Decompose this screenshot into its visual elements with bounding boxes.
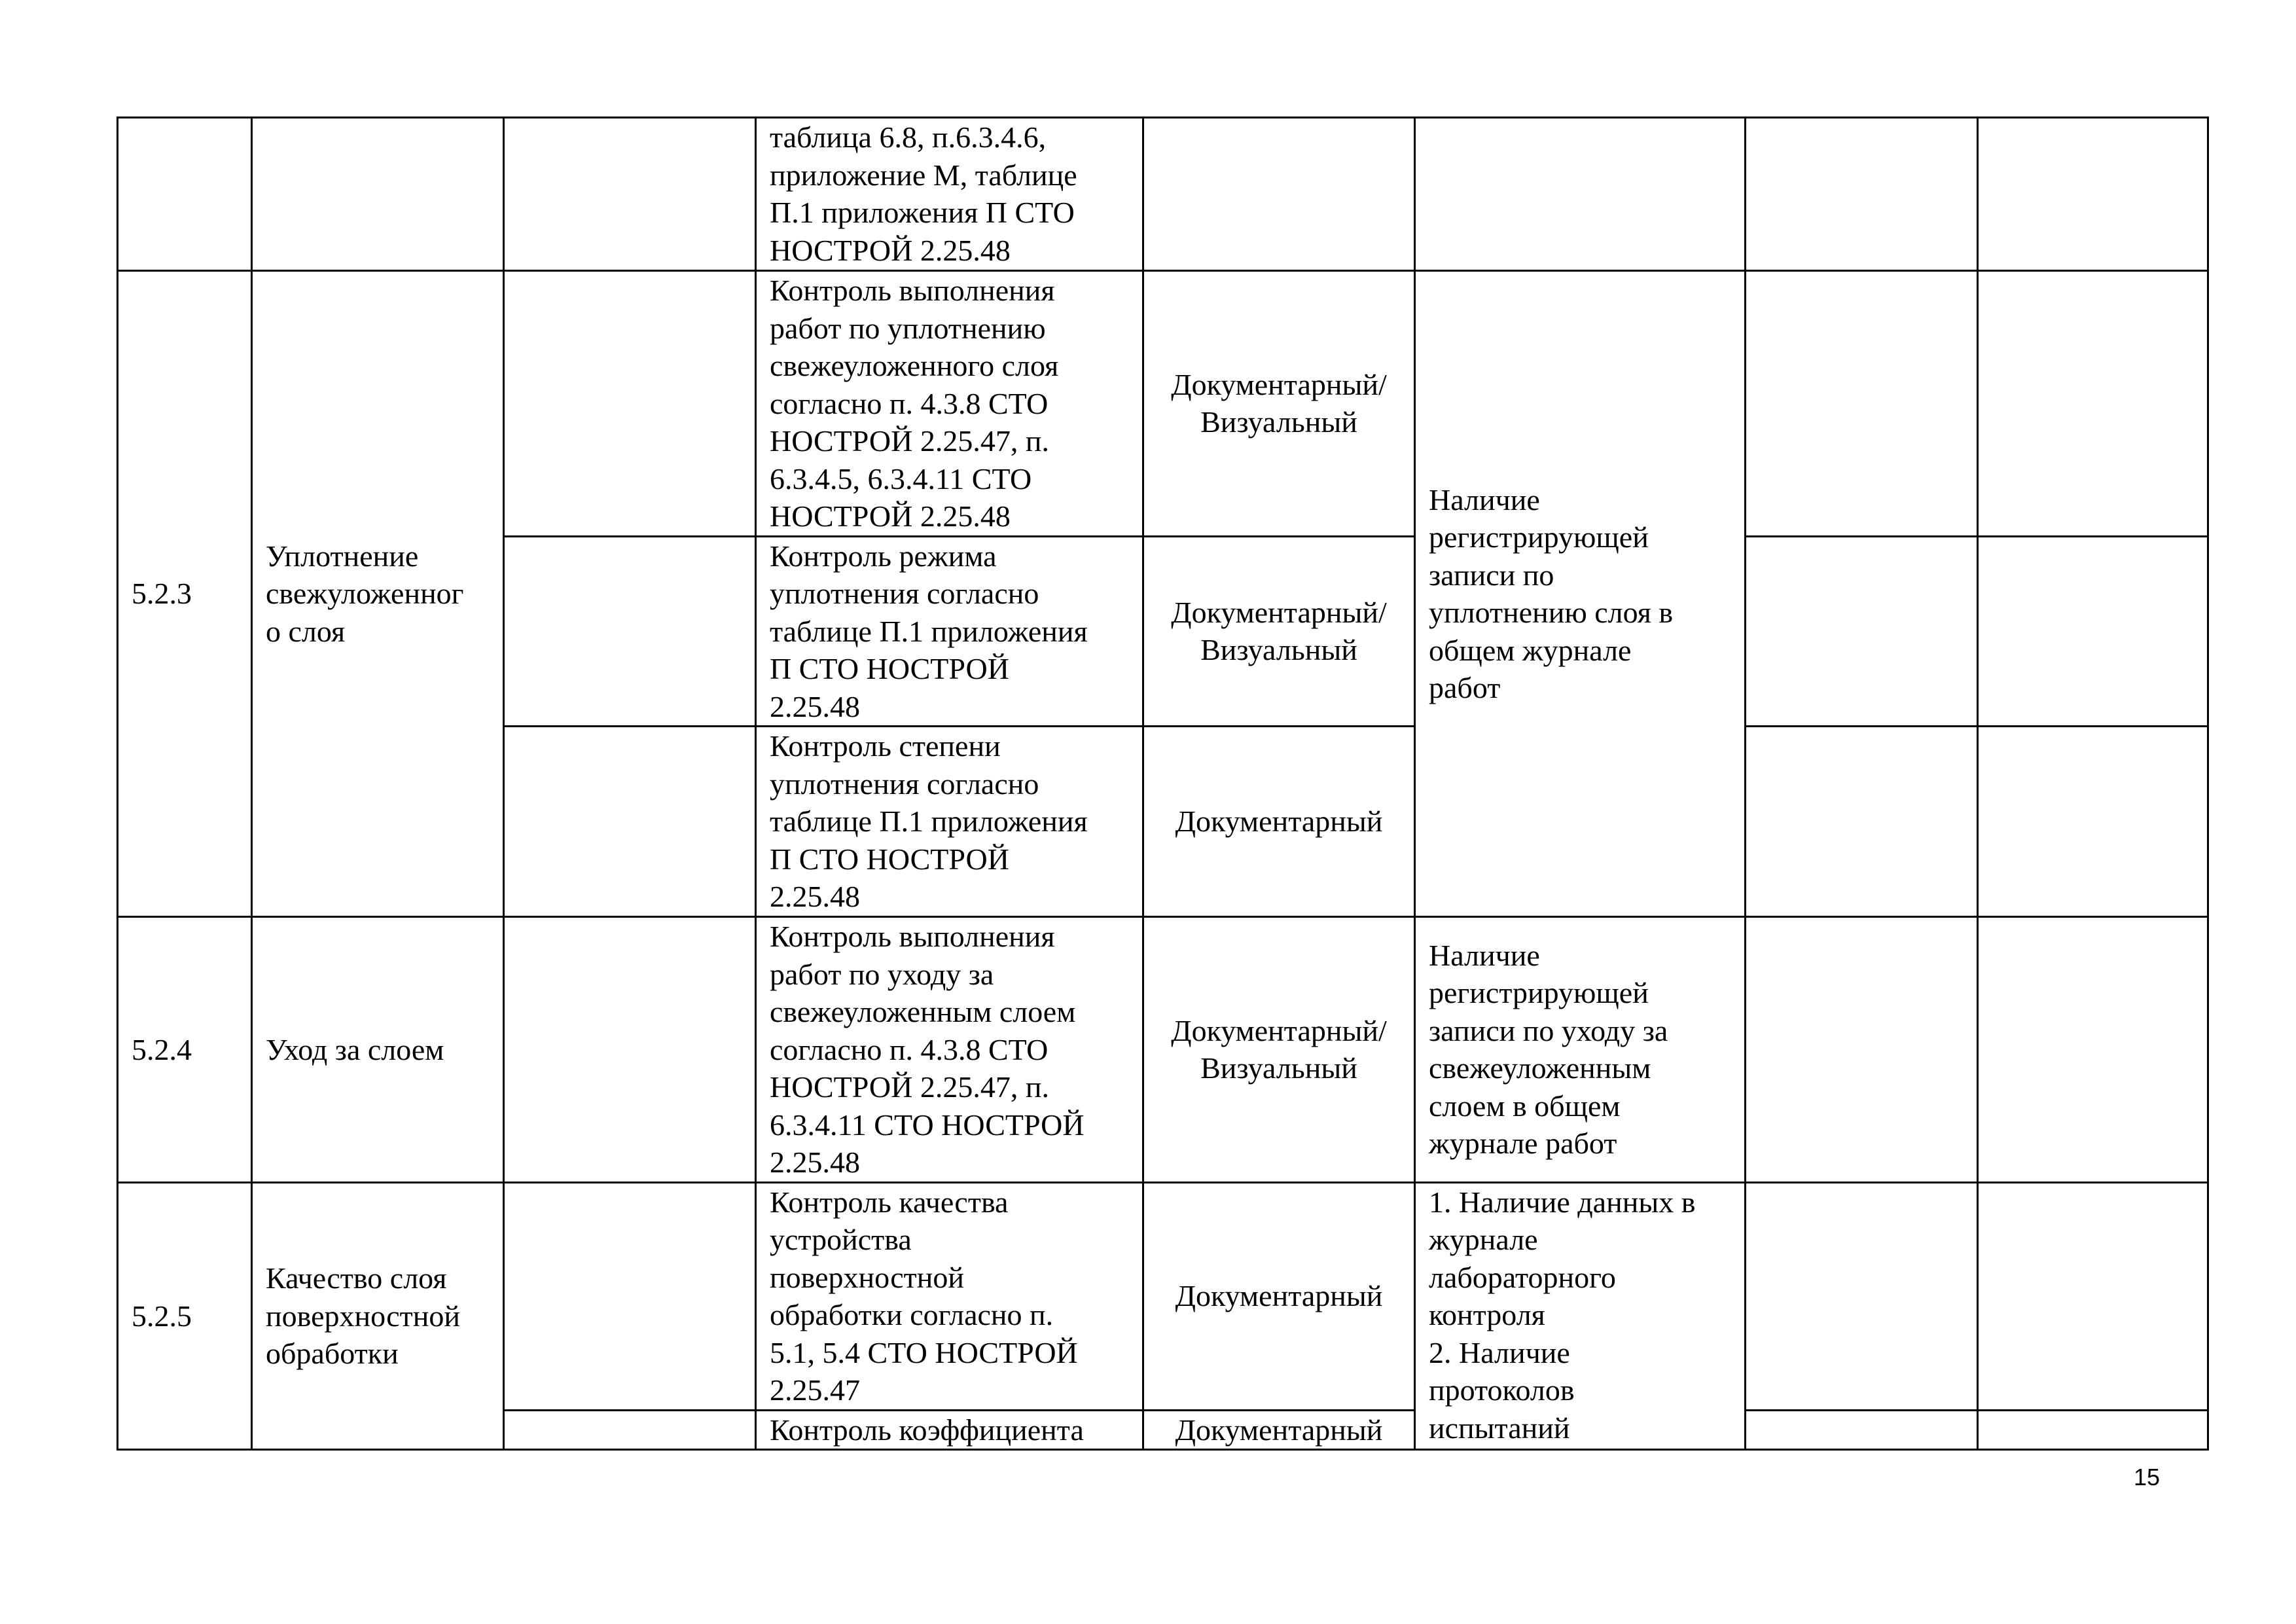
table-row <box>118 917 2208 1183</box>
method-cell <box>1143 536 1415 727</box>
stage-cell <box>252 917 504 1183</box>
method-text: Документарный <box>1175 1279 1383 1313</box>
stage-cell <box>252 271 504 917</box>
method-cell <box>1143 118 1415 271</box>
number-cell <box>118 271 252 917</box>
method-cell <box>1143 271 1415 537</box>
requirement-cell <box>756 1410 1143 1450</box>
empty-cell <box>504 727 756 917</box>
stage-cell <box>252 1182 504 1450</box>
empty-cell <box>1978 536 2208 727</box>
result-cell <box>1415 118 1746 271</box>
result-cell <box>1415 271 1746 917</box>
method-cell <box>1143 1410 1415 1450</box>
empty-cell <box>504 118 756 271</box>
empty-cell <box>1746 118 1978 271</box>
number-cell <box>118 917 252 1183</box>
empty-cell <box>1978 271 2208 537</box>
empty-cell <box>1746 536 1978 727</box>
empty-cell <box>1746 917 1978 1183</box>
requirement-text: Контроль коэффициента <box>770 1413 1084 1447</box>
number-cell <box>118 118 252 271</box>
requirement-text: Контроль выполнения работ по уплотнению свежеуложенного слоя согласно п. 4.3.8 СТО НОСТРОЙ 2.25.47, п. 6.3.4.5, 6.3.4.11 СТО НОСТРОЙ 2.25.48 <box>770 274 1059 533</box>
result-cell <box>1415 1182 1746 1450</box>
table-row <box>118 271 2208 537</box>
stage-text: Уход за слоем <box>266 1032 444 1066</box>
empty-cell <box>1978 1410 2208 1450</box>
requirement-cell <box>756 1182 1143 1410</box>
empty-cell <box>1978 1182 2208 1410</box>
requirement-text: Контроль режима уплотнения согласно таблице П.1 приложения П СТО НОСТРОЙ 2.25.48 <box>770 539 1088 723</box>
requirement-cell <box>756 118 1143 271</box>
method-text: Документарный <box>1175 1413 1383 1447</box>
empty-cell <box>504 1410 756 1450</box>
result-text: Наличие регистрирующей записи по уплотнению слоя в общем журнале работ <box>1429 482 1674 704</box>
page-number: 15 <box>2133 1464 2160 1490</box>
number-cell <box>118 1182 252 1450</box>
empty-cell <box>504 536 756 727</box>
requirement-text: Контроль выполнения работ по уходу за свежеуложенным слоем согласно п. 4.3.8 СТО НОСТРОЙ 2.25.47, п. 6.3.4.11 СТО НОСТРОЙ 2.25.48 <box>770 920 1085 1179</box>
method-cell <box>1143 917 1415 1183</box>
result-cell <box>1415 917 1746 1183</box>
empty-cell <box>1978 118 2208 271</box>
requirement-text: Контроль степени уплотнения согласно таблице П.1 приложения П СТО НОСТРОЙ 2.25.48 <box>770 729 1088 914</box>
empty-cell <box>1746 727 1978 917</box>
requirement-cell <box>756 917 1143 1183</box>
result-text: 1. Наличие данных в журнале лабораторного контроля 2. Наличие протоколов испытаний <box>1429 1185 1696 1445</box>
method-cell <box>1143 727 1415 917</box>
section-number: 5.2.3 <box>132 577 192 611</box>
section-number: 5.2.4 <box>132 1032 192 1066</box>
table-row <box>118 118 2208 271</box>
stage-cell <box>252 118 504 271</box>
result-text: Наличие регистрирующей записи по уходу за свежеуложенным слоем в общем журнале работ <box>1429 938 1668 1161</box>
empty-cell <box>504 271 756 537</box>
table-row <box>118 1182 2208 1410</box>
empty-cell <box>1978 727 2208 917</box>
empty-cell <box>1746 271 1978 537</box>
method-text: Документарный <box>1175 804 1383 839</box>
method-text: Документарный/ Визуальный <box>1171 595 1387 667</box>
method-cell <box>1143 1182 1415 1410</box>
stage-text: Уплотнение свежуложенног о слоя <box>266 539 464 648</box>
requirement-text: таблица 6.8, п.6.3.4.6, приложение М, таблице П.1 приложения П СТО НОСТРОЙ 2.25.48 <box>770 120 1077 267</box>
method-text: Документарный/ Визуальный <box>1171 1013 1387 1085</box>
requirement-cell <box>756 536 1143 727</box>
requirement-cell <box>756 271 1143 537</box>
empty-cell <box>1746 1410 1978 1450</box>
empty-cell <box>504 1182 756 1410</box>
inspection-table <box>117 117 2209 1451</box>
requirement-cell <box>756 727 1143 917</box>
section-number: 5.2.5 <box>132 1299 192 1333</box>
stage-text: Качество слоя поверхностной обработки <box>266 1261 461 1370</box>
empty-cell <box>1978 917 2208 1183</box>
empty-cell <box>504 917 756 1183</box>
empty-cell <box>1746 1182 1978 1410</box>
method-text: Документарный/ Визуальный <box>1171 367 1387 439</box>
requirement-text: Контроль качества устройства поверхностной обработки согласно п. 5.1, 5.4 СТО НОСТРОЙ 2.25.47 <box>770 1185 1078 1407</box>
